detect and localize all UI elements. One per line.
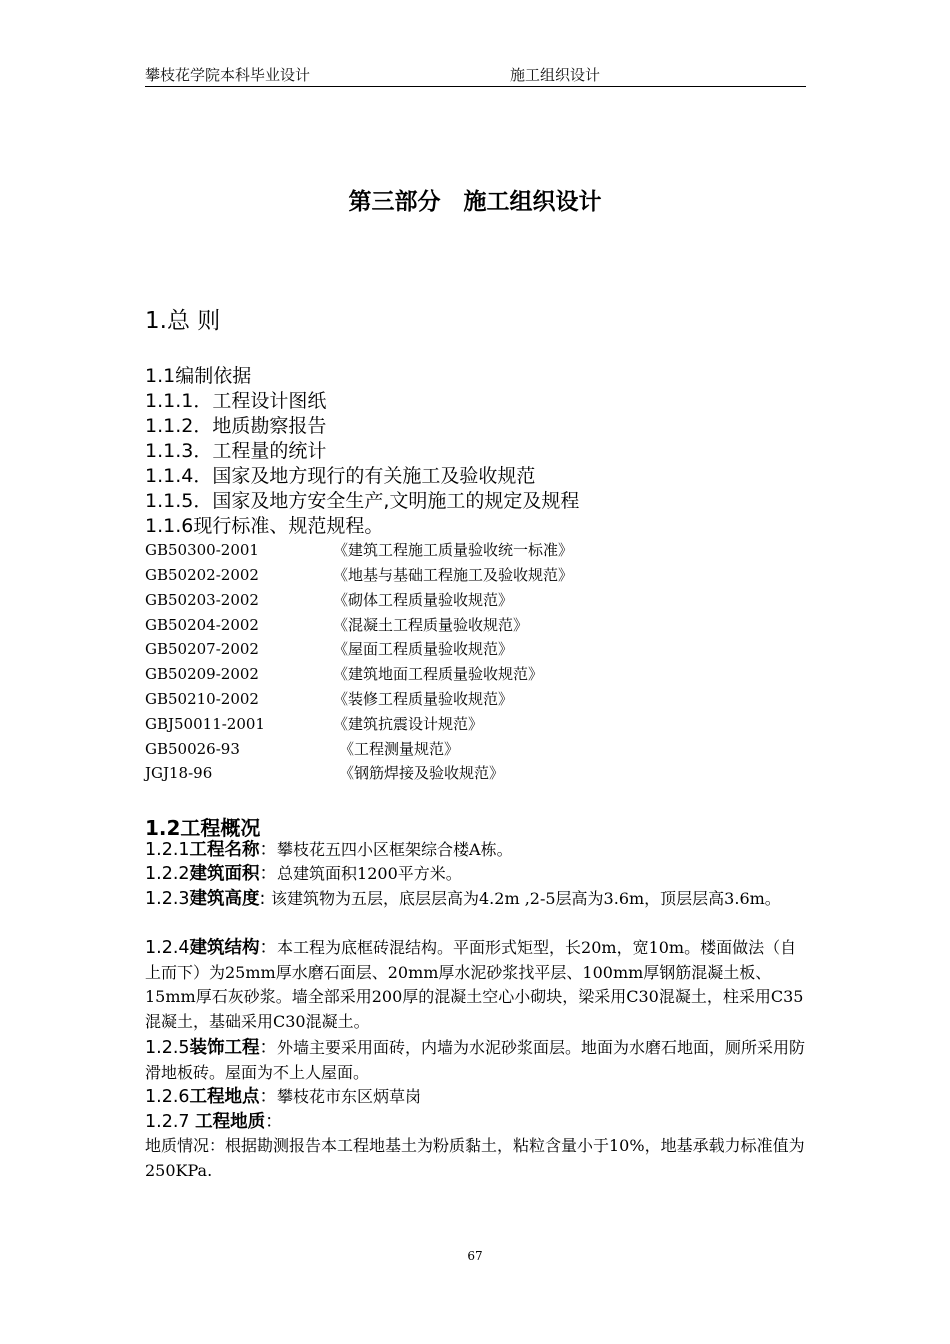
standard-name: 《工程测量规范》	[339, 740, 460, 758]
standard-code: GB50210-2002	[145, 690, 259, 708]
overview-project-name	[145, 838, 810, 863]
basis-item: 1.1.5．国家及地方安全生产,文明施工的规定及规程	[145, 490, 580, 512]
basis-item: 1.1.3．工程量的统计	[145, 440, 327, 462]
standard-code: GBJ50011-2001	[145, 715, 265, 733]
standard-code: GB50204-2002	[145, 616, 259, 634]
section-1-heading: 1.总 则	[145, 308, 221, 334]
header-rule	[145, 86, 806, 87]
standard-code: GB50026-93	[145, 740, 240, 758]
item-number: 1.2.1	[145, 840, 190, 860]
item-number: 1.2.6	[145, 1087, 190, 1107]
overview-location	[145, 1085, 810, 1110]
standard-name: 《建筑抗震设计规范》	[333, 715, 484, 733]
item-label: 工程地点	[189, 1087, 260, 1107]
item-separator: :	[259, 889, 271, 909]
item-text: 攀枝花五四小区框架综合楼A栋。	[277, 840, 513, 859]
standard-name: 《地基与基础工程施工及验收规范》	[333, 566, 574, 584]
page-number: 67	[467, 1249, 483, 1263]
item-label: 装饰工程	[189, 1038, 260, 1058]
item-separator: ：	[259, 938, 278, 958]
section-1-2-heading: 1.2工程概况	[145, 816, 261, 840]
overview-building-area	[145, 862, 810, 887]
standard-name: 《混凝土工程质量验收规范》	[333, 616, 529, 634]
page-title: 第三部分 施工组织设计	[348, 189, 602, 215]
basis-item: 1.1.1．工程设计图纸	[145, 390, 327, 412]
standard-name: 《建筑地面工程质量验收规范》	[333, 665, 544, 683]
item-number: 1.2.7	[145, 1112, 196, 1132]
standard-name: 《装修工程质量验收规范》	[333, 690, 514, 708]
item-separator: ：	[259, 1038, 278, 1058]
item-separator: ：	[265, 1112, 283, 1132]
item-text: 本工程为底框砖混结构。平面形式矩型，长20m，宽10m。楼面做法（自上而下）为25mm厚水磨石面层、20mm厚水泥砂浆找平层、100mm厚钢筋混凝土板、15mm厚石灰砂浆。墙全部采用200厚的混凝土空心小砌块，梁采用C30混凝土，柱采用C35混凝土，基础采用C30混凝土。	[145, 938, 804, 1031]
basis-item: 1.1.2．地质勘察报告	[145, 415, 327, 437]
item-separator: ：	[259, 840, 278, 860]
standard-code: GB50300-2001	[145, 541, 259, 559]
overview-building-height	[145, 887, 810, 912]
item-label: 工程地质	[195, 1112, 266, 1132]
item-separator: ：	[259, 864, 278, 884]
overview-structure	[145, 936, 810, 1034]
standard-code: GB50209-2002	[145, 665, 259, 683]
standard-code: JGJ18-96	[145, 764, 213, 782]
standard-name: 《屋面工程质量验收规范》	[333, 640, 514, 658]
standard-code: GB50203-2002	[145, 591, 259, 609]
item-number: 1.2.3	[145, 889, 190, 909]
item-number: 1.2.4	[145, 938, 190, 958]
item-text: 该建筑物为五层，底层层高为4.2m ,2-5层高为3.6m，顶层层高3.6m。	[271, 889, 781, 908]
item-label: 建筑面积	[189, 864, 260, 884]
item-text: 攀枝花市东区炳草岗	[277, 1087, 422, 1106]
overview-geology-heading	[145, 1110, 810, 1135]
item-text: 总建筑面积1200平方米。	[277, 864, 462, 883]
standard-name: 《钢筋焊接及验收规范》	[339, 764, 505, 782]
basis-item: 1.1.6现行标准、规范规程。	[145, 515, 384, 537]
standard-name: 《砌体工程质量验收规范》	[333, 591, 514, 609]
item-label: 建筑高度	[189, 889, 260, 909]
standard-name: 《建筑工程施工质量验收统一标准》	[333, 541, 574, 559]
item-text: 外墙主要采用面砖，内墙为水泥砂浆面层。地面为水磨石地面，厕所采用防滑地板砖。屋面为不上人屋面。	[145, 1038, 806, 1082]
item-number: 1.2.2	[145, 864, 190, 884]
standard-code: GB50207-2002	[145, 640, 259, 658]
header-left: 攀枝花学院本科毕业设计	[145, 66, 311, 84]
section-1-1-heading: 1.1编制依据	[145, 365, 252, 387]
item-label: 工程名称	[189, 840, 260, 860]
overview-geology-text: 地质情况：根据勘测报告本工程地基土为粉质黏土，粘粒含量小于10%，地基承载力标准值为250KPa.	[145, 1136, 805, 1180]
item-number: 1.2.5	[145, 1038, 190, 1058]
header-right: 施工组织设计	[510, 66, 601, 84]
item-label: 建筑结构	[189, 938, 260, 958]
standard-code: GB50202-2002	[145, 566, 259, 584]
basis-item: 1.1.4．国家及地方现行的有关施工及验收规范	[145, 465, 536, 487]
item-separator: ：	[259, 1087, 278, 1107]
overview-decoration	[145, 1036, 810, 1085]
